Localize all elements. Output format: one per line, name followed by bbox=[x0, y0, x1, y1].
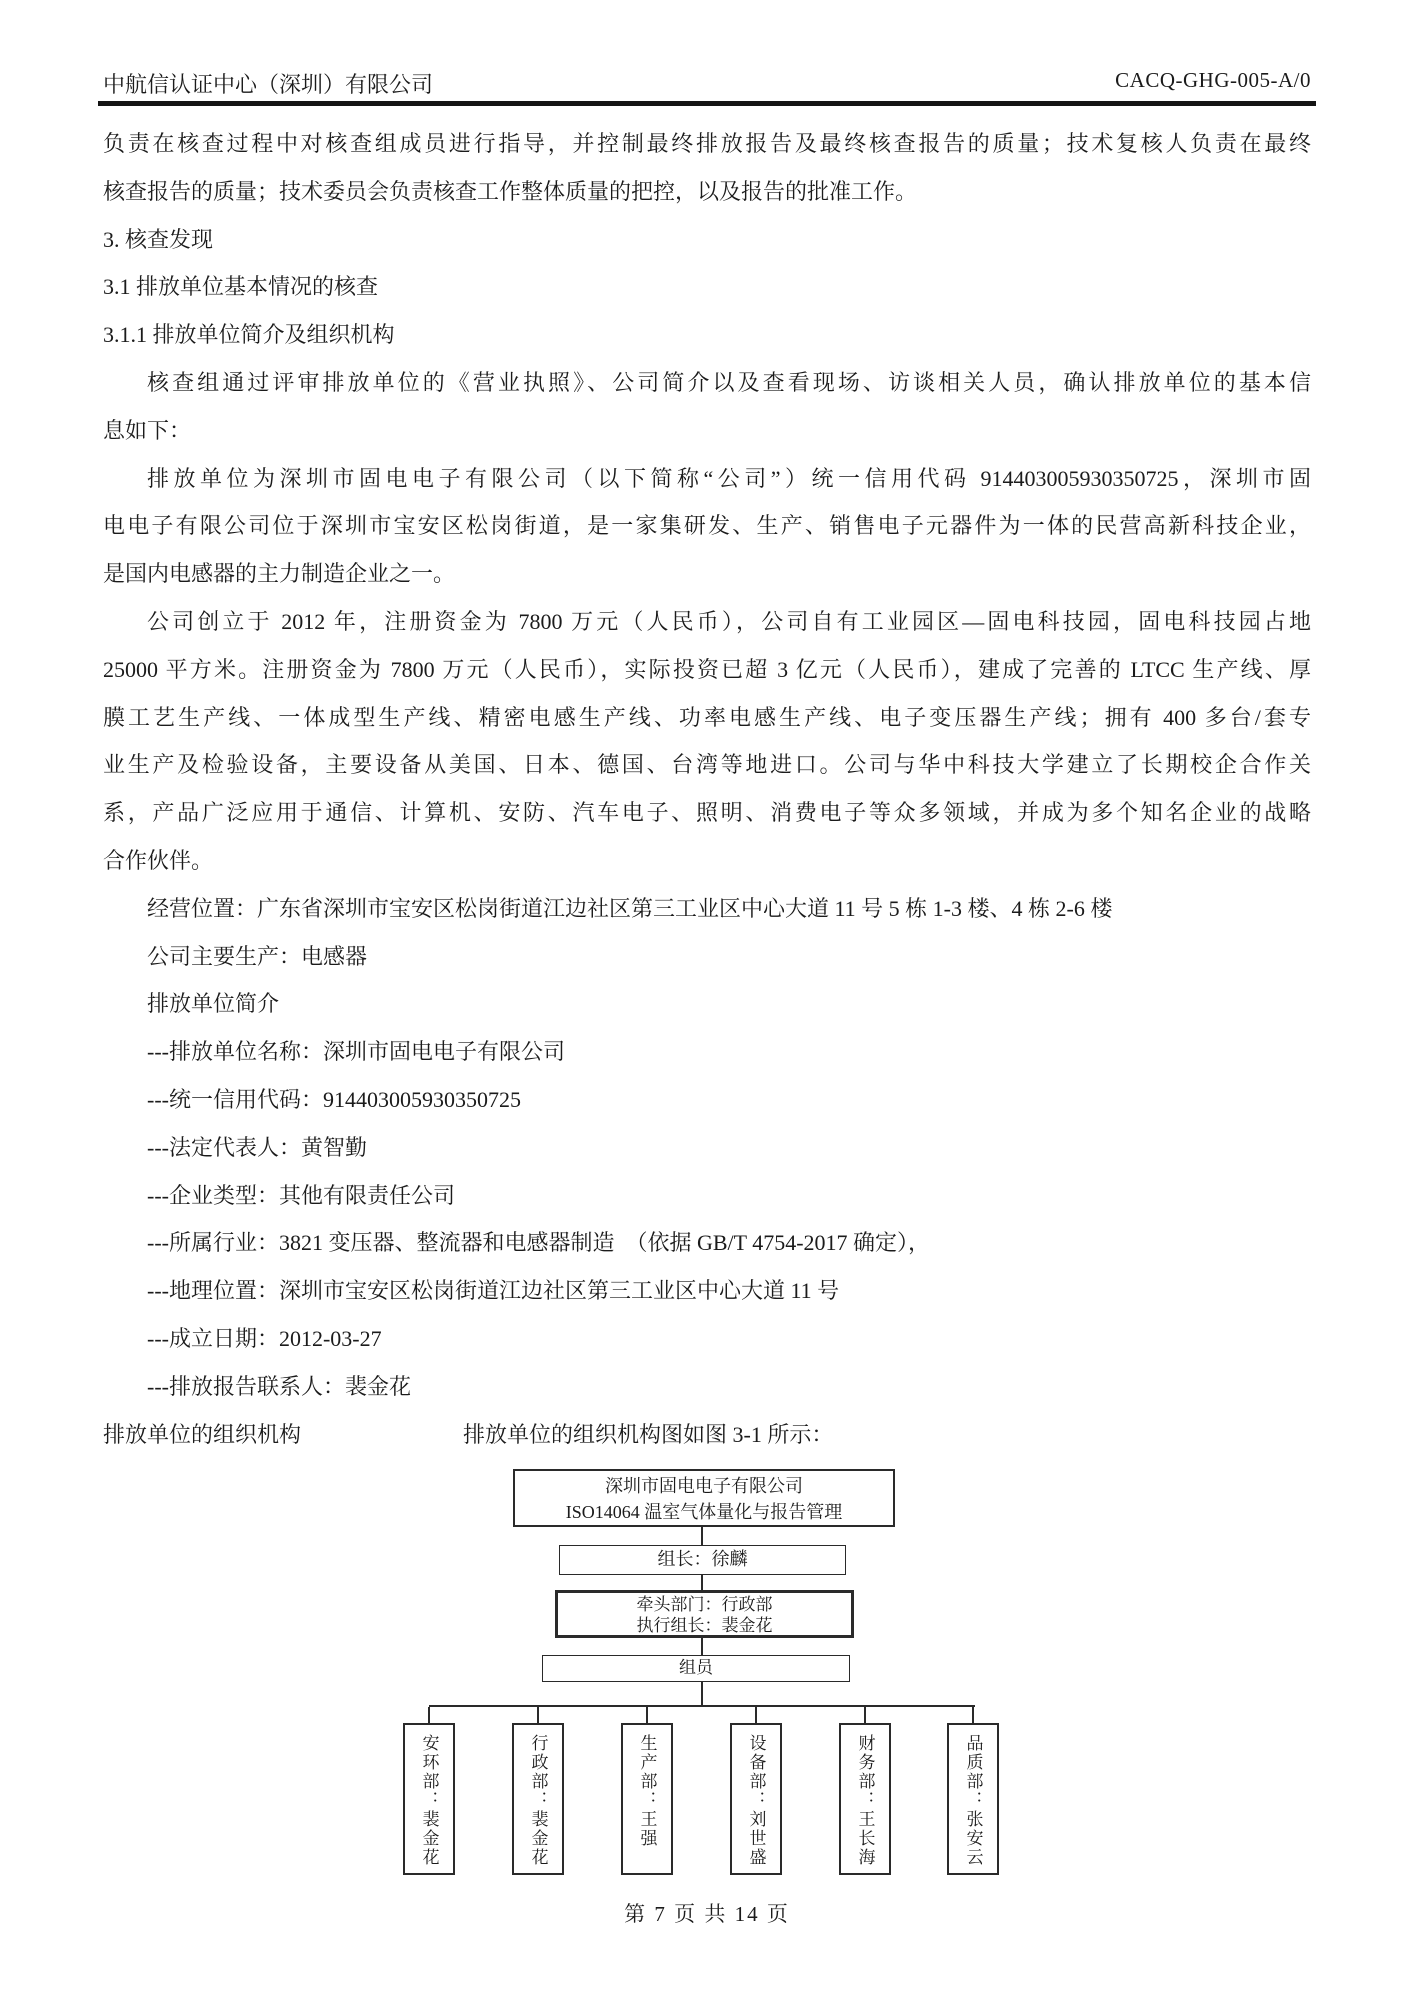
org-dept-box-safety-env bbox=[403, 1723, 455, 1875]
org-top-box-line1: 深圳市固电电子有限公司 bbox=[605, 1476, 803, 1496]
org-dept-box-production bbox=[621, 1723, 673, 1875]
connector-line bbox=[701, 1638, 703, 1655]
connector-line bbox=[646, 1707, 648, 1723]
connector-line bbox=[701, 1575, 703, 1590]
org-dept-label: 生产部：王强 bbox=[637, 1734, 657, 1848]
body-line: ---排放单位名称：深圳市固电电子有限公司 bbox=[147, 1039, 565, 1065]
org-dept-label: 设备部：刘世盛 bbox=[746, 1734, 766, 1867]
page-number: 第 7 页 共 14 页 bbox=[624, 1902, 790, 1926]
section-heading: 3. 核查发现 bbox=[103, 226, 214, 252]
org-members-box: 组员 bbox=[542, 1655, 850, 1682]
section-heading: 3.1.1 排放单位简介及组织机构 bbox=[103, 322, 395, 348]
connector-line bbox=[701, 1527, 703, 1545]
body-line: 电电子有限公司位于深圳市宝安区松岗街道，是一家集研发、生产、销售电子元器件为一体的民营高新科技企业， bbox=[103, 513, 1311, 539]
body-line: ---企业类型：其他有限责任公司 bbox=[147, 1182, 455, 1208]
body-line: 业生产及检验设备，主要设备从美国、日本、德国、台湾等地进口。公司与华中科技大学建立了长期校企合作关 bbox=[103, 752, 1311, 778]
body-line: 合作伙伴。 bbox=[103, 847, 214, 873]
section-heading: 3.1 排放单位基本情况的核查 bbox=[103, 274, 379, 300]
connector-line bbox=[864, 1707, 866, 1723]
org-dept-label: 财务部：王长海 bbox=[855, 1734, 875, 1867]
org-dept-label: 安环部：裴金花 bbox=[419, 1734, 439, 1867]
body-line: 公司创立于 2012 年，注册资金为 7800 万元（人民币），公司自有工业园区—固电科技园，固电科技园占地 bbox=[147, 608, 1311, 634]
org-top-box-line2: ISO14064 温室气体量化与报告管理 bbox=[565, 1502, 843, 1522]
org-leader-box: 组长：徐麟 bbox=[559, 1545, 846, 1575]
body-text bbox=[103, 120, 1311, 1458]
body-line: ---排放报告联系人：裴金花 bbox=[147, 1373, 411, 1399]
connector-line bbox=[972, 1707, 974, 1723]
header-rule bbox=[98, 101, 1316, 106]
connector-line bbox=[755, 1707, 757, 1723]
org-chart-caption: 排放单位的组织机构图如图 3-1 所示： bbox=[463, 1421, 834, 1447]
body-line: 经营位置：广东省深圳市宝安区松岗街道江边社区第三工业区中心大道 11 号 5 栋 1-3 楼、4 栋 2-6 楼 bbox=[147, 895, 1113, 921]
org-dept-box-quality bbox=[947, 1723, 999, 1875]
org-structure-line bbox=[103, 1411, 1311, 1459]
org-dept-label: 品质部：张安云 bbox=[963, 1734, 983, 1867]
connector-line bbox=[701, 1682, 703, 1706]
body-line: 负责在核查过程中对核查组成员进行指导，并控制最终排放报告及最终核查报告的质量；技术复核人负责在最终 bbox=[103, 131, 1311, 156]
body-line: 是国内电感器的主力制造企业之一。 bbox=[103, 561, 456, 587]
org-dept-box-equipment bbox=[730, 1723, 782, 1875]
body-line: 核查组通过评审排放单位的《营业执照》、公司简介以及查看现场、访谈相关人员，确认排放单位的基本信 bbox=[147, 369, 1311, 395]
body-line: 核查报告的质量；技术委员会负责核查工作整体质量的把控，以及报告的批准工作。 bbox=[103, 178, 918, 204]
connector-line bbox=[428, 1707, 430, 1723]
header-company: 中航信认证中心（深圳）有限公司 bbox=[103, 72, 434, 97]
body-line: ---地理位置：深圳市宝安区松岗街道江边社区第三工业区中心大道 11 号 bbox=[147, 1278, 840, 1304]
body-line: 息如下： bbox=[103, 417, 192, 443]
org-dept-box-admin bbox=[512, 1723, 564, 1875]
org-lead-dept-line1: 牵头部门：行政部 bbox=[636, 1595, 773, 1614]
body-line: 公司主要生产：电感器 bbox=[147, 943, 368, 969]
org-dept-box-finance bbox=[839, 1723, 891, 1875]
body-line: 排放单位简介 bbox=[147, 991, 280, 1017]
body-line: 排放单位为深圳市固电电子有限公司（以下简称“公司”）统一信用代码 914403005930350725，深圳市固 bbox=[147, 465, 1311, 491]
body-line: ---成立日期：2012-03-27 bbox=[147, 1325, 382, 1351]
org-dept-label: 行政部：裴金花 bbox=[528, 1734, 548, 1867]
header-doc-code: CACQ-GHG-005-A/0 bbox=[1115, 68, 1311, 92]
body-line: ---所属行业：3821 变压器、整流器和电感器制造 （依据 GB/T 4754-2017 确定）， bbox=[147, 1230, 931, 1256]
connector-line bbox=[537, 1707, 539, 1723]
org-structure-label: 排放单位的组织机构 bbox=[103, 1421, 302, 1447]
org-lead-dept-line2: 执行组长：裴金花 bbox=[636, 1616, 773, 1635]
body-line: 系，产品广泛应用于通信、计算机、安防、汽车电子、照明、消费电子等众多领域，并成为多个知名企业的战略 bbox=[103, 800, 1311, 826]
org-top-box bbox=[513, 1469, 895, 1527]
body-line: ---法定代表人：黄智勤 bbox=[147, 1134, 367, 1160]
body-line: 25000 平方米。注册资金为 7800 万元（人民币），实际投资已超 3 亿元（人民币），建成了完善的 LTCC 生产线、厚 bbox=[103, 656, 1311, 682]
connector-line bbox=[429, 1705, 975, 1707]
body-line: ---统一信用代码：914403005930350725 bbox=[147, 1086, 521, 1112]
org-lead-dept-box bbox=[555, 1590, 854, 1638]
body-line: 膜工艺生产线、一体成型生产线、精密电感生产线、功率电感生产线、电子变压器生产线；拥有 400 多台/套专 bbox=[103, 704, 1311, 730]
